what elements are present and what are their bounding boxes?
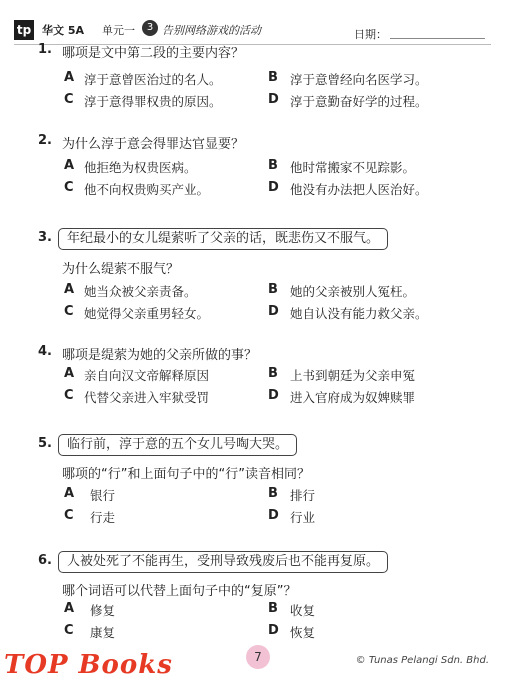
question-text: 为什么缇萦不服气？: [62, 262, 180, 277]
option-letter: D: [268, 508, 279, 523]
option-letter: A: [64, 158, 75, 173]
option-letter: B: [268, 366, 278, 381]
date-line: [390, 38, 485, 39]
question-number: 4.: [38, 344, 52, 359]
question-number: 6.: [38, 553, 52, 568]
option-text: 银行: [90, 488, 116, 503]
option-text: 淳于意曾经向名医学习。: [290, 72, 428, 87]
option-letter: D: [268, 388, 279, 403]
option-text: 他不向权贵购买产业。: [84, 182, 210, 197]
option-text: 行走: [90, 510, 116, 525]
question-text: 哪个词语可以代替上面句子中的“复原”？: [62, 584, 297, 599]
question-text: 哪项的“行”和上面句子中的“行”读音相同？: [62, 467, 310, 482]
brand-books: Books: [78, 650, 173, 680]
book-title: 华文 5A: [42, 24, 84, 37]
option-text: 亲自向汉文帝解释原因: [84, 368, 210, 383]
option-letter: B: [268, 282, 278, 297]
option-letter: A: [64, 70, 75, 85]
option-letter: B: [268, 158, 278, 173]
option-text: 他拒绝为权贵医病。: [84, 160, 197, 175]
option-text: 淳于意勤奋好学的过程。: [290, 94, 428, 109]
publisher-logo: tp: [14, 20, 34, 40]
option-letter: A: [64, 486, 75, 501]
option-letter: C: [64, 388, 74, 403]
option-letter: C: [64, 304, 74, 319]
option-text: 他时常搬家不见踪影。: [290, 160, 416, 175]
option-letter: D: [268, 623, 279, 638]
option-text: 代替父亲进入牢狱受罚: [84, 390, 210, 405]
option-text: 收复: [290, 603, 316, 618]
option-letter: C: [64, 623, 74, 638]
page-header: [14, 20, 491, 42]
lesson-title: 告别网络游戏的活动: [162, 24, 261, 37]
question-text: 为什么淳于意会得罪达官显要？: [62, 137, 245, 152]
option-letter: C: [64, 92, 74, 107]
quoted-sentence-box: 人被处死了不能再生，受刑导致残废后也不能再复原。: [58, 551, 388, 573]
option-text: 康复: [90, 625, 116, 640]
option-text: 她的父亲被别人冤枉。: [290, 284, 416, 299]
option-text: 排行: [290, 488, 316, 503]
option-text: 上书到朝廷为父亲申冤: [290, 368, 416, 383]
option-text: 行业: [290, 510, 316, 525]
brand-top: TOP: [4, 650, 69, 680]
question-text: 哪项是缇萦为她的父亲所做的事？: [62, 348, 258, 363]
option-text: 恢复: [290, 625, 316, 640]
page-footer: [0, 640, 511, 700]
option-letter: D: [268, 304, 279, 319]
option-letter: A: [64, 282, 75, 297]
topbooks-watermark-logo: [4, 650, 173, 680]
unit-label: 单元一: [102, 24, 135, 37]
page-number: 7: [246, 645, 270, 669]
question-text: 哪项是文中第二段的主要内容？: [62, 46, 245, 61]
unit-number-badge: 3: [142, 20, 158, 36]
option-letter: B: [268, 601, 278, 616]
option-text: 淳于意得罪权贵的原因。: [84, 94, 222, 109]
option-text: 他没有办法把人医治好。: [290, 182, 428, 197]
question-number: 2.: [38, 133, 52, 148]
option-letter: D: [268, 92, 279, 107]
option-letter: C: [64, 508, 74, 523]
option-text: 淳于意曾医治过的名人。: [84, 72, 222, 87]
question-number: 5.: [38, 436, 52, 451]
question-number: 3.: [38, 230, 52, 245]
option-text: 她当众被父亲责备。: [84, 284, 197, 299]
option-text: 她觉得父亲重男轻女。: [84, 306, 210, 321]
option-text: 修复: [90, 603, 116, 618]
quoted-sentence-box: 年纪最小的女儿缇萦听了父亲的话，既悲伤又不服气。: [58, 228, 388, 250]
option-letter: C: [64, 180, 74, 195]
option-letter: B: [268, 486, 278, 501]
date-label: 日期：: [354, 28, 387, 41]
option-text: 她自认没有能力救父亲。: [290, 306, 428, 321]
question-number: 1.: [38, 42, 52, 57]
option-letter: B: [268, 70, 278, 85]
option-letter: A: [64, 366, 75, 381]
copyright-notice: © Tunas Pelangi Sdn. Bhd.: [355, 655, 489, 666]
option-letter: A: [64, 601, 75, 616]
option-text: 进入官府成为奴婢赎罪: [290, 390, 416, 405]
option-letter: D: [268, 180, 279, 195]
quoted-sentence-box: 临行前，淳于意的五个女儿号啕大哭。: [58, 434, 297, 456]
